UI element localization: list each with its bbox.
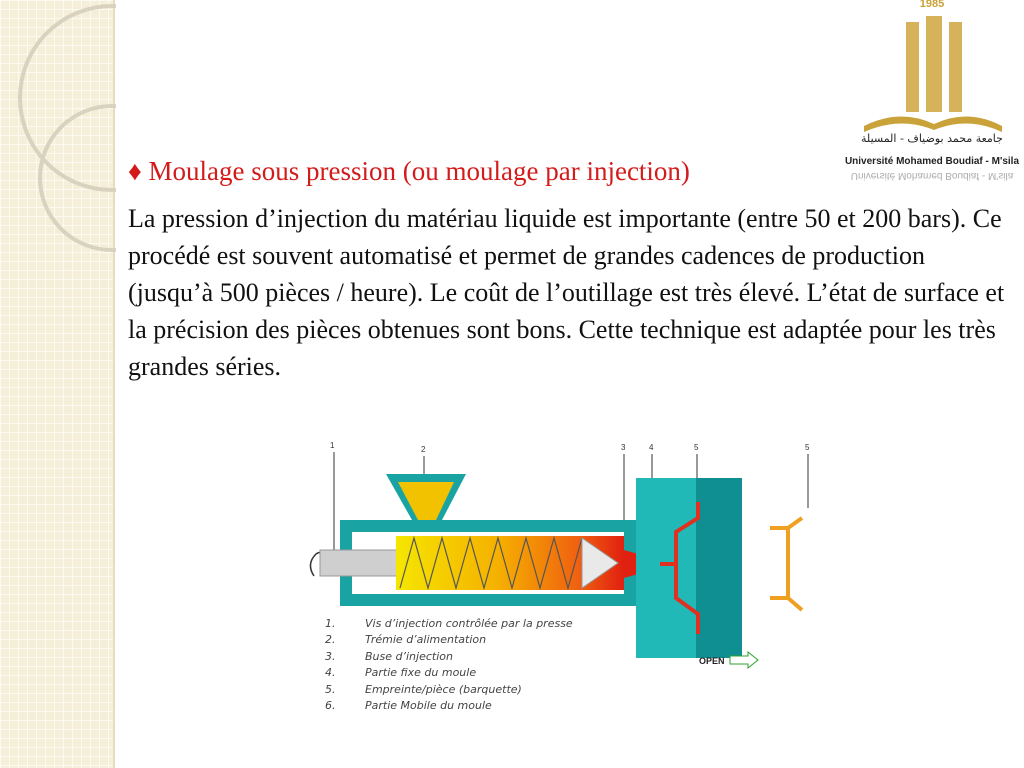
emblem-pillar-center <box>926 16 942 112</box>
callout-5a: 5 <box>694 443 699 452</box>
legend-item <box>325 617 625 633</box>
mould-fixed-half <box>636 478 696 658</box>
logo-emblem <box>860 8 1006 134</box>
slide-title-text: Moulage sous pression (ou moulage par injection) <box>148 156 690 186</box>
legend-number: 3. <box>325 649 336 663</box>
legend-text: Vis d’injection contrôlée par la presse <box>365 617 573 630</box>
ring-arc-upper <box>20 6 116 190</box>
emblem-pillar-right <box>949 22 962 112</box>
legend-text: Buse d’injection <box>365 649 453 663</box>
legend-item <box>325 683 625 699</box>
legend-number: 1. <box>325 617 336 630</box>
emblem-book-left <box>864 116 934 132</box>
legend-text: Empreinte/pièce (barquette) <box>365 682 522 696</box>
slide-body-text: La pression d’injection du matériau liquide est importante (entre 50 et 200 bars). Ce procédé est souvent automatisé et permet de grandes cadences de production (jusqu’à 500 pièces / heure). Le coût de l’outillage est très élevé. L’état de surface et la précision des pièces obtenues sont bons. Cette technique est adaptée pour les très grandes séries. <box>128 204 1005 381</box>
logo-arabic-name: جامعة محمد بوضياف - المسيلة <box>861 132 1003 145</box>
university-logo <box>840 0 1024 200</box>
logo-year: 1985 <box>919 0 945 10</box>
legend-number: 2. <box>325 633 336 647</box>
legend-text: Partie fixe du moule <box>365 666 477 680</box>
callout-2: 2 <box>421 445 426 454</box>
callout-3: 3 <box>621 443 626 452</box>
diagram-legend <box>325 617 625 715</box>
legend-number: 4. <box>325 666 336 680</box>
ring-arc-lower <box>40 106 116 250</box>
legend-item <box>325 633 625 649</box>
callout-1: 1 <box>330 441 335 450</box>
legend-text: Trémie d’alimentation <box>365 633 487 647</box>
logo-name-reflection: Université Mohamed Boudiaf - M'sila <box>850 170 1014 181</box>
slide-title <box>128 156 690 187</box>
mould-moving-half <box>696 478 742 658</box>
callout-5b: 5 <box>805 443 810 452</box>
legend-item <box>325 650 625 666</box>
callout-4: 4 <box>649 443 654 452</box>
legend-number: 6. <box>325 698 336 712</box>
ejected-part <box>788 518 802 610</box>
emblem-pillar-left <box>906 22 919 112</box>
legend-text: Partie Mobile du moule <box>365 698 492 712</box>
emblem-book-right <box>934 116 1002 132</box>
legend-item <box>325 666 625 682</box>
legend-item <box>325 699 625 715</box>
logo-french-name: Université Mohamed Boudiaf - M'sila <box>844 156 1020 167</box>
legend-number: 5. <box>325 682 336 696</box>
decorative-ring-arcs <box>0 0 116 260</box>
bullet-diamond-icon: ♦ <box>128 156 142 186</box>
open-label: OPEN <box>699 656 725 666</box>
